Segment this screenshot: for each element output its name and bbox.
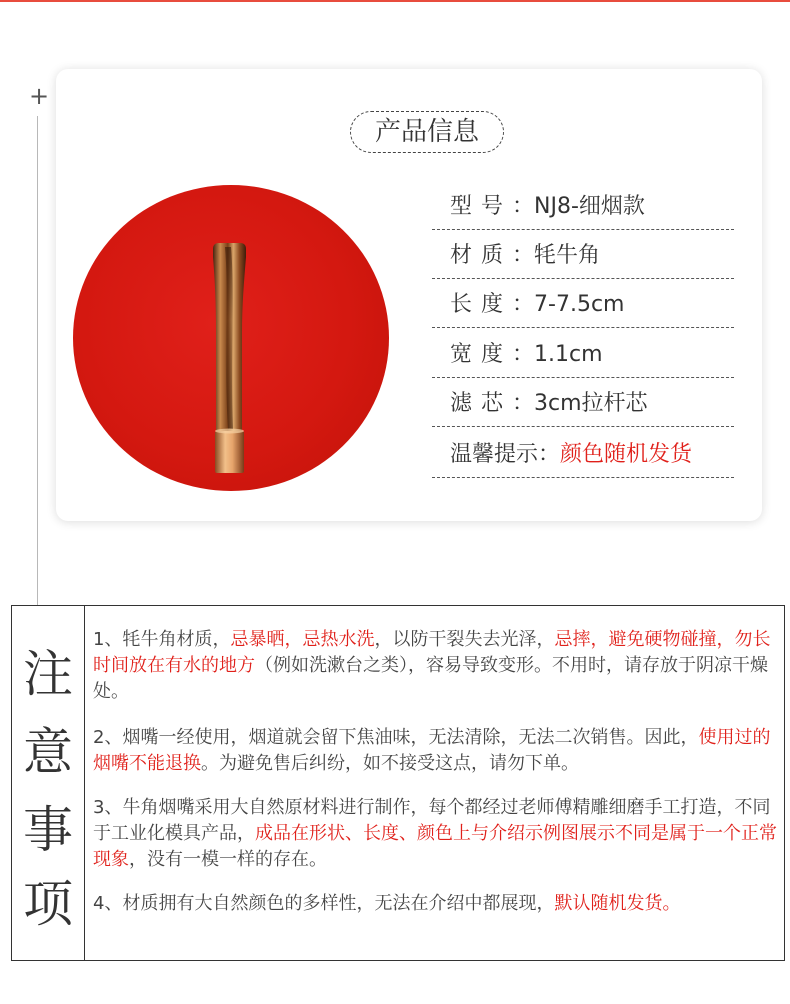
spec-value: NJ8-细烟款 [534, 194, 645, 219]
notice-title-char: 项 [23, 875, 73, 933]
notice-text: ，没有一模一样的存在。 [129, 849, 327, 870]
notice-item-1 [93, 627, 781, 705]
spec-row-tip [432, 433, 734, 478]
notice-title [12, 606, 85, 960]
notice-title-char: 意 [23, 723, 73, 781]
notice-text: 2、烟嘴一经使用，烟道就会留下焦油味，无法清除，无法二次销售。因此， [93, 727, 699, 748]
spec-label: 宽度 [450, 342, 513, 367]
notice-warning-text: 忌摔，避免硬物碰撞，勿长时间放在有水的地方 [93, 629, 771, 676]
spec-row-filter [432, 382, 734, 427]
product-info-title: 产品信息 [350, 111, 504, 153]
product-image [73, 185, 389, 491]
spec-label: 长度 [450, 292, 513, 317]
decor-vertical-line [37, 116, 38, 606]
spec-separator: ： [512, 194, 535, 219]
spec-value: 1.1cm [534, 342, 603, 367]
spec-label: 滤芯 [450, 391, 513, 416]
notice-warning-text: 忌暴晒，忌热水洗 [230, 629, 375, 650]
spec-value: 3cm拉杆芯 [534, 391, 648, 416]
spec-row-length [432, 283, 734, 328]
notice-title-char: 事 [23, 801, 73, 859]
spec-separator: ： [512, 391, 535, 416]
notice-text: 3、牛角烟嘴采用大自然原材料进行制作，每个都经过老师傅精雕细磨手工打造，不同于工业化模具产品， [93, 797, 771, 844]
notice-box [11, 605, 785, 961]
tip-label: 温馨提示： [450, 442, 561, 467]
spec-separator: ： [512, 292, 535, 317]
product-info-card [56, 69, 762, 521]
notice-item-2 [93, 725, 781, 777]
spec-separator: ： [512, 342, 535, 367]
notice-title-char: 注 [23, 645, 73, 703]
notice-text: 。为避免售后纠纷，如不接受这点，请勿下单。 [201, 753, 579, 774]
notice-warning-text: 成品在形状、长度、颜色上与介绍示例图展示不同是属于一个正常现象 [93, 823, 777, 870]
spec-value: 7-7.5cm [534, 292, 625, 317]
notice-warning-text: 使用过的烟嘴不能退换 [93, 727, 771, 774]
spec-value: 牦牛角 [534, 243, 601, 268]
notice-text: 4、材质拥有大自然颜色的多样性，无法在介绍中都展现， [93, 893, 555, 914]
spec-row-width [432, 333, 734, 378]
tip-value: 颜色随机发货 [560, 442, 693, 467]
spec-label: 材质 [450, 243, 513, 268]
cigarette-holder-icon [209, 185, 249, 491]
top-accent-line [0, 0, 790, 2]
plus-icon: + [29, 82, 50, 110]
spec-separator: ： [512, 243, 535, 268]
spec-row-model [432, 185, 734, 230]
notice-text: （例如洗漱台之类），容易导致变形。不用时，请存放于阴凉干燥处。 [93, 655, 768, 702]
notice-item-3 [93, 795, 781, 873]
spec-label: 型号 [450, 194, 513, 219]
notice-item-4 [93, 891, 781, 917]
notice-warning-text: 默认随机发货。 [554, 893, 681, 914]
notice-text: ，以防干裂失去光泽， [374, 629, 555, 650]
spec-row-material [432, 234, 734, 279]
notice-text: 1、牦牛角材质， [93, 629, 231, 650]
